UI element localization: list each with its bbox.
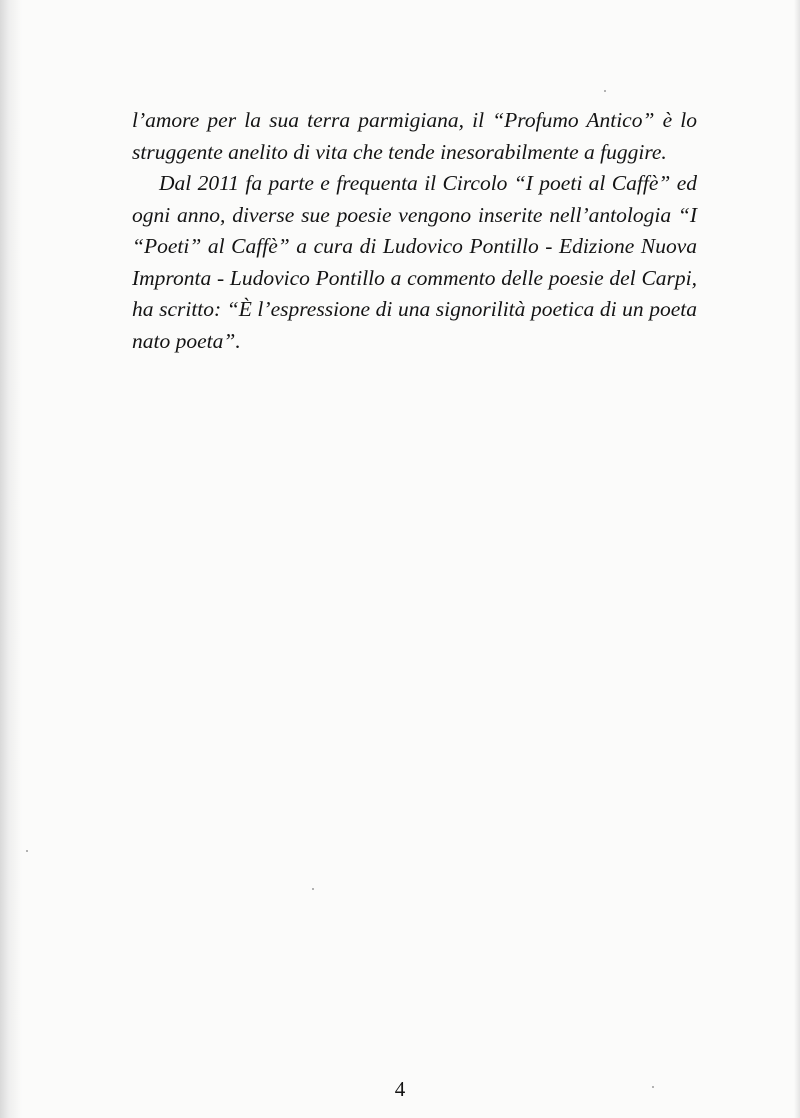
- scan-speck: [26, 850, 28, 852]
- body-text: [132, 105, 697, 357]
- page-left-edge-shadow: [0, 0, 22, 1118]
- page-right-edge-shadow: [794, 0, 800, 1118]
- scan-speck: [604, 90, 606, 92]
- page-number: 4: [394, 1077, 406, 1101]
- scan-speck: [312, 888, 314, 890]
- paragraph-2: Dal 2011 fa parte e frequenta il Circolo “I poeti al Caffè” ed ogni anno, diverse sue poesie vengono inserite nell’antologia “I “Poeti” al Caffè” a cura di Ludovico Pontillo - Edizione Nuova Impronta - Ludovico Pontillo a commento delle poesie del Carpi, ha scritto: “È l’espressione di una signorilità poetica di un poeta nato poeta”.: [132, 171, 697, 353]
- paragraph-1: l’amore per la sua terra parmigiana, il “Profumo Antico” è lo struggente anelito di vita che tende inesorabilmente a fuggire.: [132, 108, 697, 164]
